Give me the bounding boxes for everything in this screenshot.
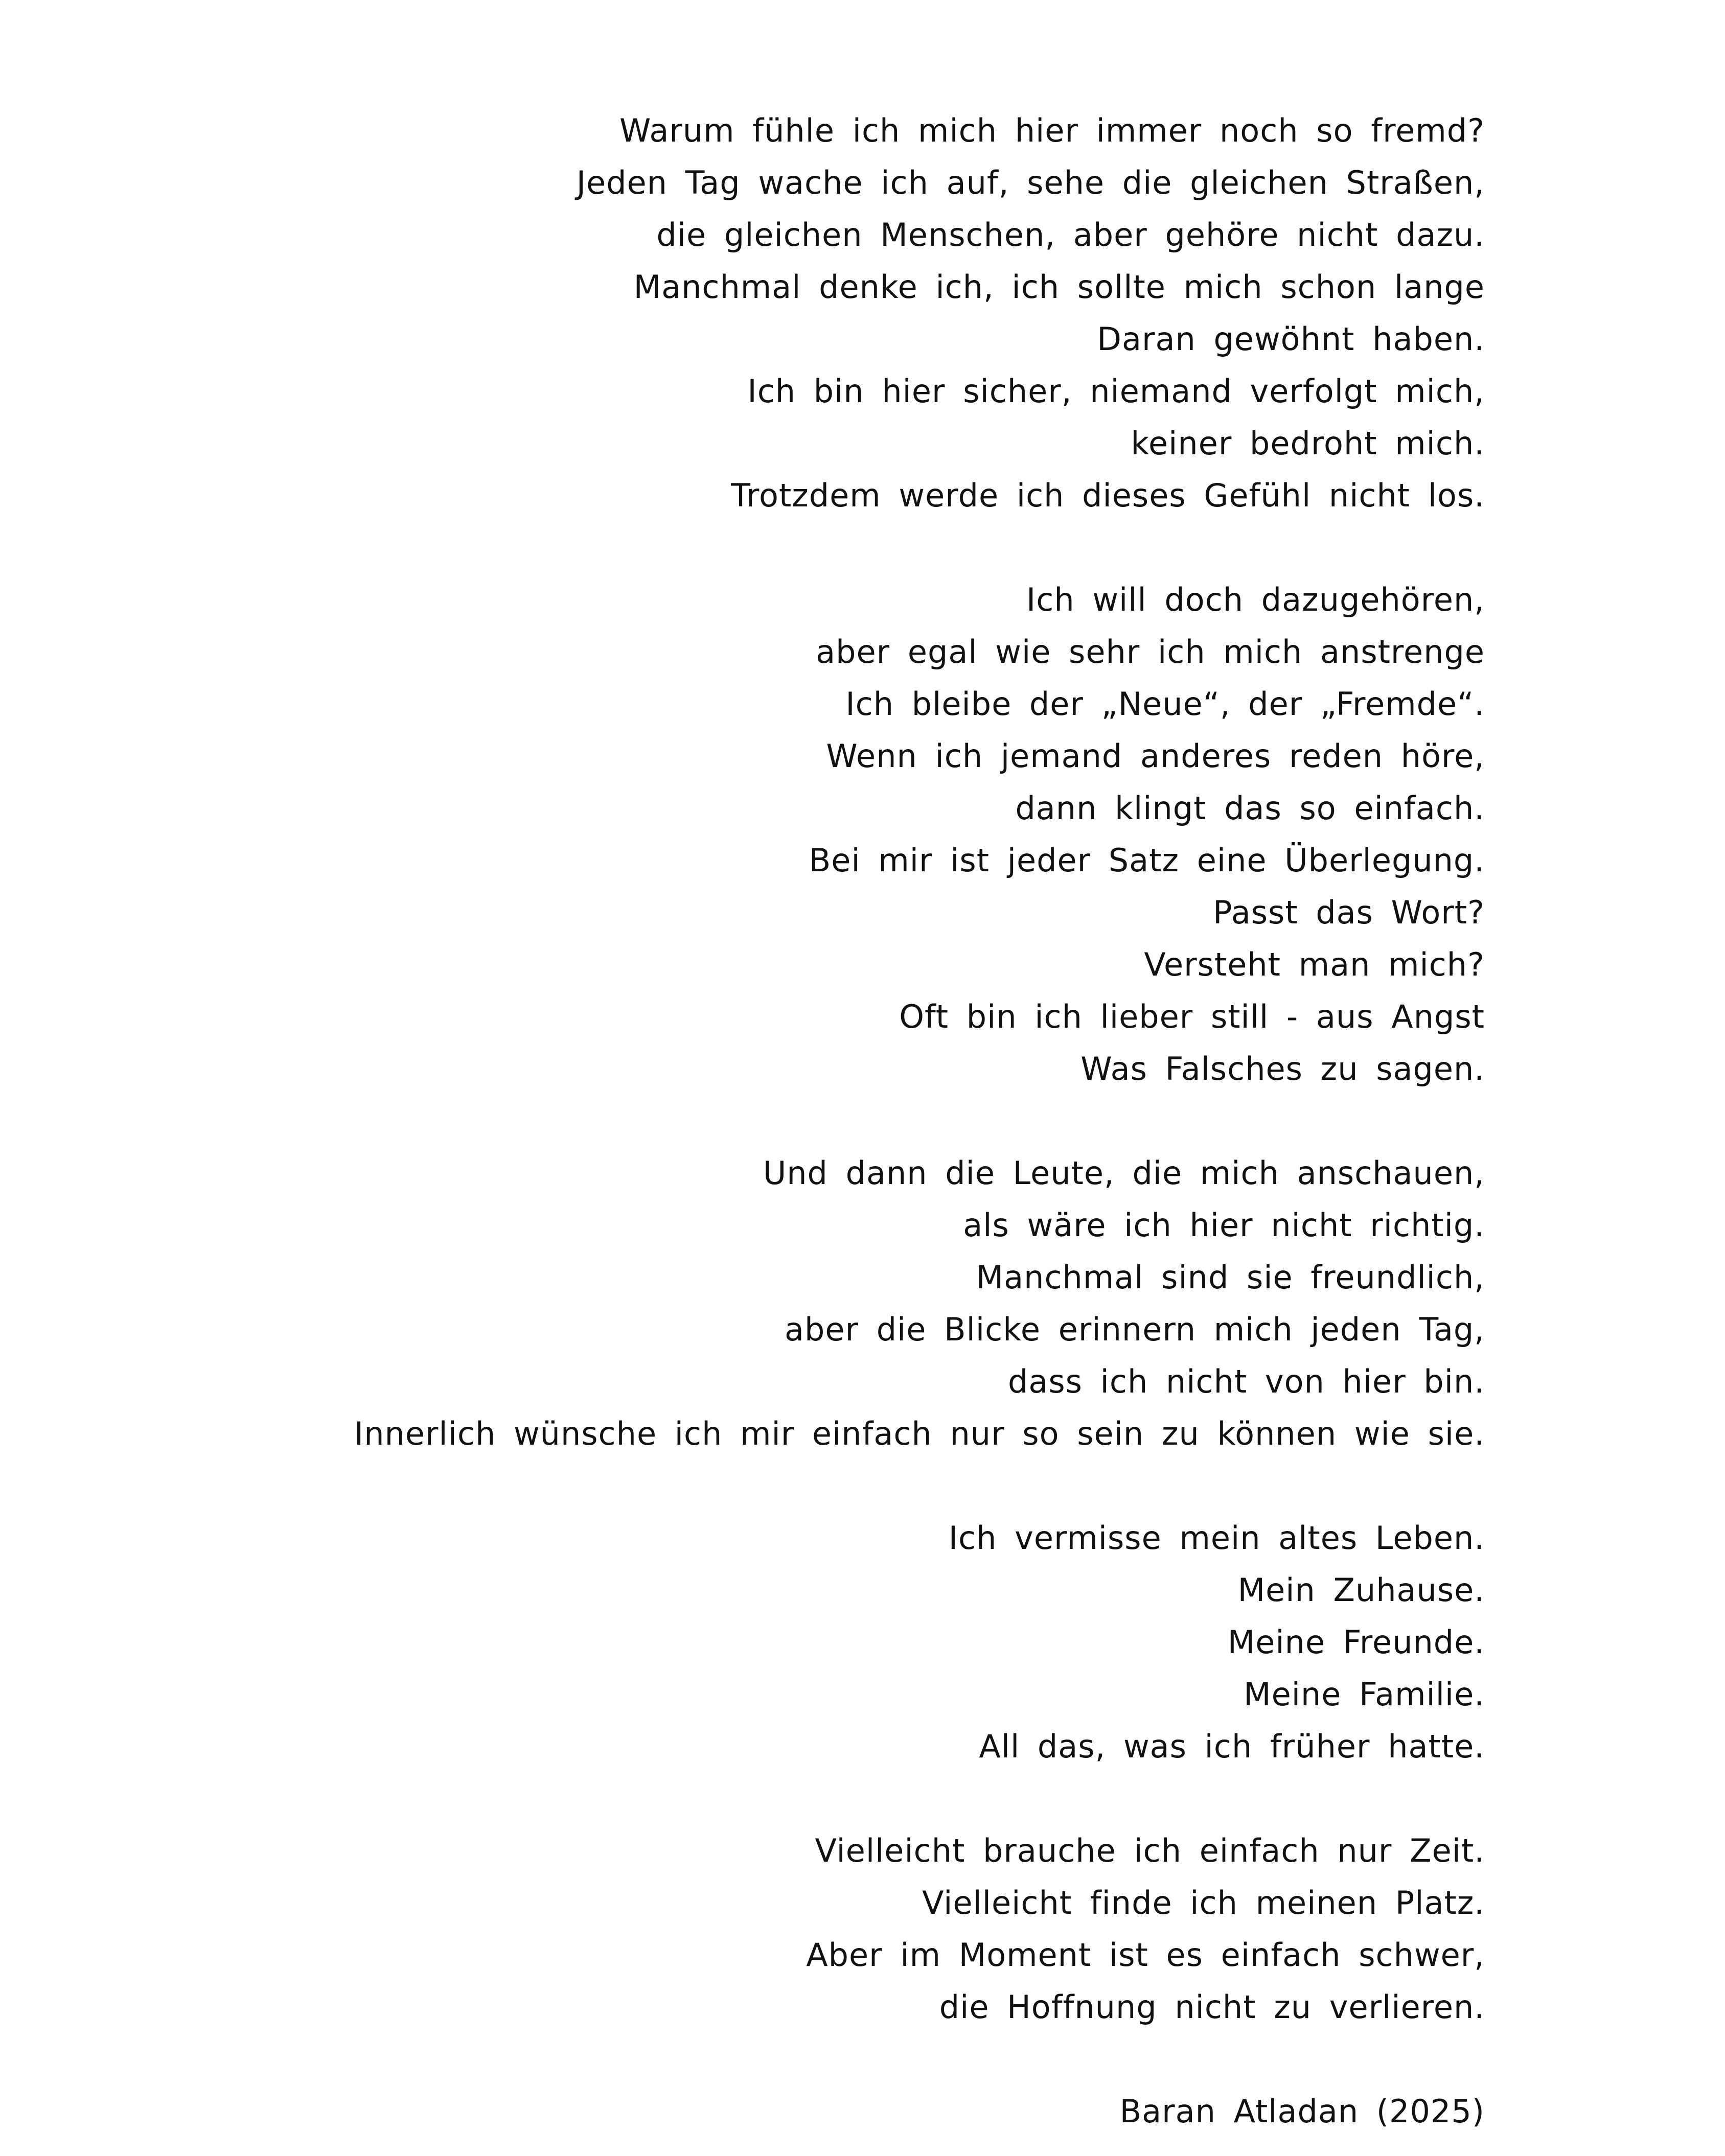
poem-line: Bei mir ist jeder Satz eine Überlegung.	[809, 842, 1485, 879]
poem-line: Passt das Wort?	[1213, 894, 1485, 931]
poem-line: die gleichen Menschen, aber gehöre nicht dazu.	[656, 216, 1485, 253]
poem-line: Vielleicht finde ich meinen Platz.	[922, 1884, 1485, 1921]
poem-line: Ich bin hier sicher, niemand verfolgt mich,	[747, 373, 1485, 410]
poem-line: als wäre ich hier nicht richtig.	[963, 1207, 1485, 1244]
poem-line: Ich bleibe der „Neue“, der „Fremde“.	[845, 685, 1485, 723]
poem-line: dass ich nicht von hier bin.	[1008, 1363, 1485, 1400]
poem-line: Meine Freunde.	[1227, 1624, 1485, 1661]
poem-line: Versteht man mich?	[1144, 946, 1485, 983]
poem-line: Daran gewöhnt haben.	[1097, 320, 1485, 358]
poem-line: Meine Familie.	[1244, 1676, 1485, 1713]
poem-line: keiner bedroht mich.	[1131, 425, 1485, 462]
poem-line: Was Falsches zu sagen.	[1080, 1050, 1485, 1087]
stanza-1	[156, 105, 1485, 522]
poem-line: All das, was ich früher hatte.	[979, 1728, 1485, 1765]
poem-line: aber die Blicke erinnern mich jeden Tag,	[785, 1311, 1485, 1348]
poem-line: Und dann die Leute, die mich anschauen,	[763, 1154, 1485, 1192]
stanza-4	[156, 1512, 1485, 1773]
poem-line: Warum fühle ich mich hier immer noch so fremd?	[619, 112, 1485, 149]
poem-line: aber egal wie sehr ich mich anstrenge	[816, 633, 1485, 670]
poem-line: Manchmal sind sie freundlich,	[976, 1259, 1485, 1296]
author-signature: Baran Atladan (2025)	[1119, 2093, 1485, 2130]
poem-line: Innerlich wünsche ich mir einfach nur so sein zu können wie sie.	[354, 1415, 1485, 1452]
stanza-5	[156, 1825, 1485, 2033]
poem-line: die Hoffnung nicht zu verlieren.	[939, 1988, 1485, 2026]
poem-line: Wenn ich jemand anderes reden höre,	[826, 737, 1485, 775]
poem-line: Ich vermisse mein altes Leben.	[948, 1519, 1485, 1557]
poem-line: Vielleicht brauche ich einfach nur Zeit.	[815, 1832, 1485, 1869]
poem-line: Jeden Tag wache ich auf, sehe die gleichen Straßen,	[576, 164, 1485, 201]
poem-line: Trotzdem werde ich dieses Gefühl nicht los.	[731, 477, 1485, 514]
poem-line: Mein Zuhause.	[1237, 1571, 1485, 1609]
poem-line: dann klingt das so einfach.	[1015, 790, 1485, 827]
poem-line: Ich will doch dazugehören,	[1026, 581, 1485, 618]
poem-line: Aber im Moment ist es einfach schwer,	[806, 1936, 1485, 1974]
stanza-3	[156, 1147, 1485, 1460]
poem-line: Oft bin ich lieber still - aus Angst	[899, 998, 1485, 1035]
poem	[156, 105, 1485, 2138]
stanza-2	[156, 574, 1485, 1095]
poem-line: Manchmal denke ich, ich sollte mich schon lange	[633, 268, 1485, 306]
